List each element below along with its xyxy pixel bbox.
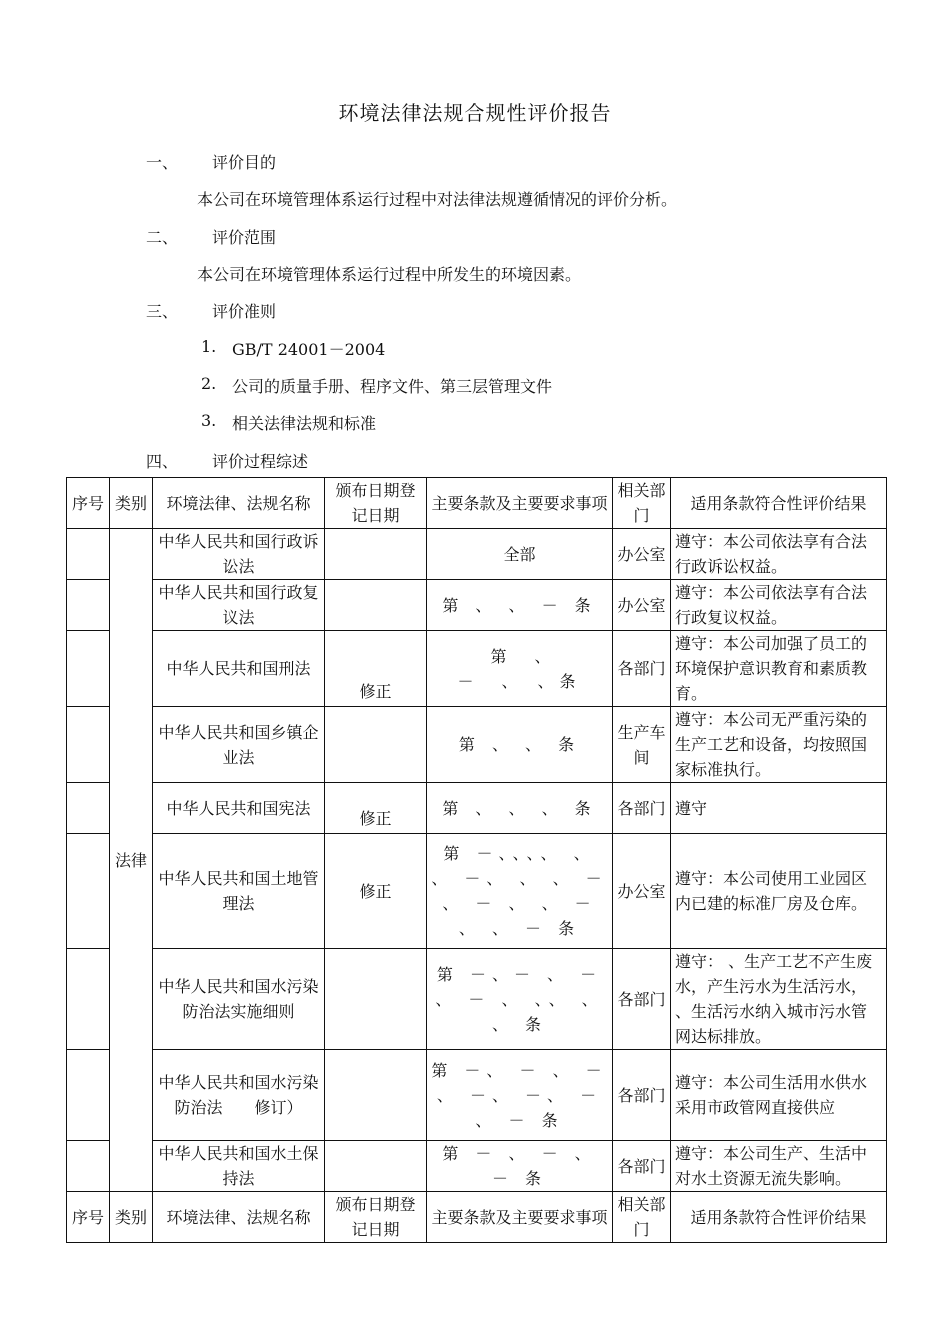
section-2-number: 二、 xyxy=(146,228,179,247)
row-name: 中华人民共和国水污染防治法 修订） xyxy=(153,1050,325,1141)
row-clauses: 第 、 － 、 、条 xyxy=(427,631,613,707)
criteria-3-number: 3. xyxy=(201,411,217,430)
header-name: 环境法律、法规名称 xyxy=(153,1192,325,1243)
header-clauses: 主要条款及主要要求事项 xyxy=(427,478,613,529)
row-date: 修正 xyxy=(325,631,427,707)
category-cell: 法律 xyxy=(110,529,153,1192)
row-name: 中华人民共和国水土保持法 xyxy=(153,1141,325,1192)
row-dept: 各部门 xyxy=(613,631,671,707)
evaluation-table xyxy=(66,477,887,1243)
row-clauses: 第 －、 － 、 － 、 －、 －、 － 、 － 条 xyxy=(427,1050,613,1141)
table-row xyxy=(67,783,887,834)
criteria-2-text: 公司的质量手册、程序文件、第三层管理文件 xyxy=(232,377,553,396)
row-seq xyxy=(67,949,110,1050)
row-dept: 办公室 xyxy=(613,529,671,580)
row-name: 中华人民共和国宪法 xyxy=(153,783,325,834)
criteria-3-text: 相关法律法规和标准 xyxy=(232,414,377,433)
section-3-heading: 评价准则 xyxy=(212,302,277,321)
section-3-number: 三、 xyxy=(146,302,179,321)
row-clauses: 第 、 、 － 条 xyxy=(427,580,613,631)
row-dept: 各部门 xyxy=(613,783,671,834)
row-dept: 各部门 xyxy=(613,949,671,1050)
row-seq xyxy=(67,631,110,707)
row-dept: 生产车间 xyxy=(613,707,671,783)
row-clauses: 第 －、、、、 、 、 －、 、 、 － 、 － 、 、 － 、 、 － 条 xyxy=(427,834,613,949)
row-result: 遵守：本公司使用工业园区内已建的标准厂房及仓库。 xyxy=(671,834,887,949)
row-dept: 办公室 xyxy=(613,580,671,631)
row-date xyxy=(325,580,427,631)
section-1-number: 一、 xyxy=(146,153,179,172)
row-seq xyxy=(67,580,110,631)
header-seq: 序号 xyxy=(67,1192,110,1243)
row-seq xyxy=(67,834,110,949)
row-clauses: 第 、 、 、 条 xyxy=(427,783,613,834)
table-row xyxy=(67,949,887,1050)
row-clauses: 第 － 、 － 、 － 条 xyxy=(427,1141,613,1192)
row-seq xyxy=(67,707,110,783)
row-seq xyxy=(67,783,110,834)
row-name: 中华人民共和国水污染防治法实施细则 xyxy=(153,949,325,1050)
row-clauses: 全部 xyxy=(427,529,613,580)
header-date: 颁布日期登记日期 xyxy=(325,478,427,529)
section-2-heading: 评价范围 xyxy=(212,228,277,247)
header-category: 类别 xyxy=(110,1192,153,1243)
row-date xyxy=(325,1050,427,1141)
table-row xyxy=(67,834,887,949)
row-result: 遵守 xyxy=(671,783,887,834)
row-result: 遵守：本公司加强了员工的环境保护意识教育和素质教育。 xyxy=(671,631,887,707)
row-result: 遵守： 、生产工艺不产生废水，产生污水为生活污水， 、生活污水纳入城市污水管网达标排放。 xyxy=(671,949,887,1050)
row-result: 遵守：本公司依法享有合法行政诉讼权益。 xyxy=(671,529,887,580)
header-name: 环境法律、法规名称 xyxy=(153,478,325,529)
criteria-2-number: 2. xyxy=(201,374,217,393)
row-result: 遵守：本公司生产、生活中对水土资源无流失影响。 xyxy=(671,1141,887,1192)
row-date xyxy=(325,1141,427,1192)
row-date xyxy=(325,949,427,1050)
header-result: 适用条款符合性评价结果 xyxy=(671,1192,887,1243)
header-clauses: 主要条款及主要要求事项 xyxy=(427,1192,613,1243)
row-clauses: 第 、 、 条 xyxy=(427,707,613,783)
table-row xyxy=(67,1141,887,1192)
row-name: 中华人民共和国土地管理法 xyxy=(153,834,325,949)
row-name: 中华人民共和国刑法 xyxy=(153,631,325,707)
row-seq xyxy=(67,1141,110,1192)
section-2-body: 本公司在环境管理体系运行过程中所发生的环境因素。 xyxy=(197,265,582,284)
header-result: 适用条款符合性评价结果 xyxy=(671,478,887,529)
page-title: 环境法律法规合规性评价报告 xyxy=(338,101,612,125)
row-dept: 各部门 xyxy=(613,1141,671,1192)
table-header-row-repeat xyxy=(67,1192,887,1243)
row-seq xyxy=(67,1050,110,1141)
row-result: 遵守：本公司生活用水供水采用市政管网直接供应 xyxy=(671,1050,887,1141)
criteria-1-number: 1. xyxy=(201,337,217,356)
row-name: 中华人民共和国乡镇企业法 xyxy=(153,707,325,783)
row-clauses: 第 －、－ 、 － 、 － 、 、、 、 、 条 xyxy=(427,949,613,1050)
section-1-body: 本公司在环境管理体系运行过程中对法律法规遵循情况的评价分析。 xyxy=(197,190,678,209)
section-1-heading: 评价目的 xyxy=(212,153,277,172)
header-dept: 相关部门 xyxy=(613,478,671,529)
row-name: 中华人民共和国行政复议法 xyxy=(153,580,325,631)
row-name: 中华人民共和国行政诉讼法 xyxy=(153,529,325,580)
row-date: 修正 xyxy=(325,783,427,834)
section-4-number: 四、 xyxy=(146,452,179,471)
row-dept: 办公室 xyxy=(613,834,671,949)
table-row xyxy=(67,529,887,580)
header-date: 颁布日期登记日期 xyxy=(325,1192,427,1243)
row-date xyxy=(325,707,427,783)
row-result: 遵守：本公司无严重污染的生产工艺和设备，均按照国家标准执行。 xyxy=(671,707,887,783)
row-seq xyxy=(67,529,110,580)
header-category: 类别 xyxy=(110,478,153,529)
table-row xyxy=(67,1050,887,1141)
table-row xyxy=(67,707,887,783)
table-row xyxy=(67,580,887,631)
section-4-heading: 评价过程综述 xyxy=(212,452,309,471)
table-header-row xyxy=(67,478,887,529)
row-dept: 各部门 xyxy=(613,1050,671,1141)
table-row xyxy=(67,631,887,707)
header-dept: 相关部门 xyxy=(613,1192,671,1243)
criteria-1-text: GB/T 24001－2004 xyxy=(232,340,386,359)
row-result: 遵守：本公司依法享有合法行政复议权益。 xyxy=(671,580,887,631)
row-date xyxy=(325,529,427,580)
header-seq: 序号 xyxy=(67,478,110,529)
row-date: 修正 xyxy=(325,834,427,949)
